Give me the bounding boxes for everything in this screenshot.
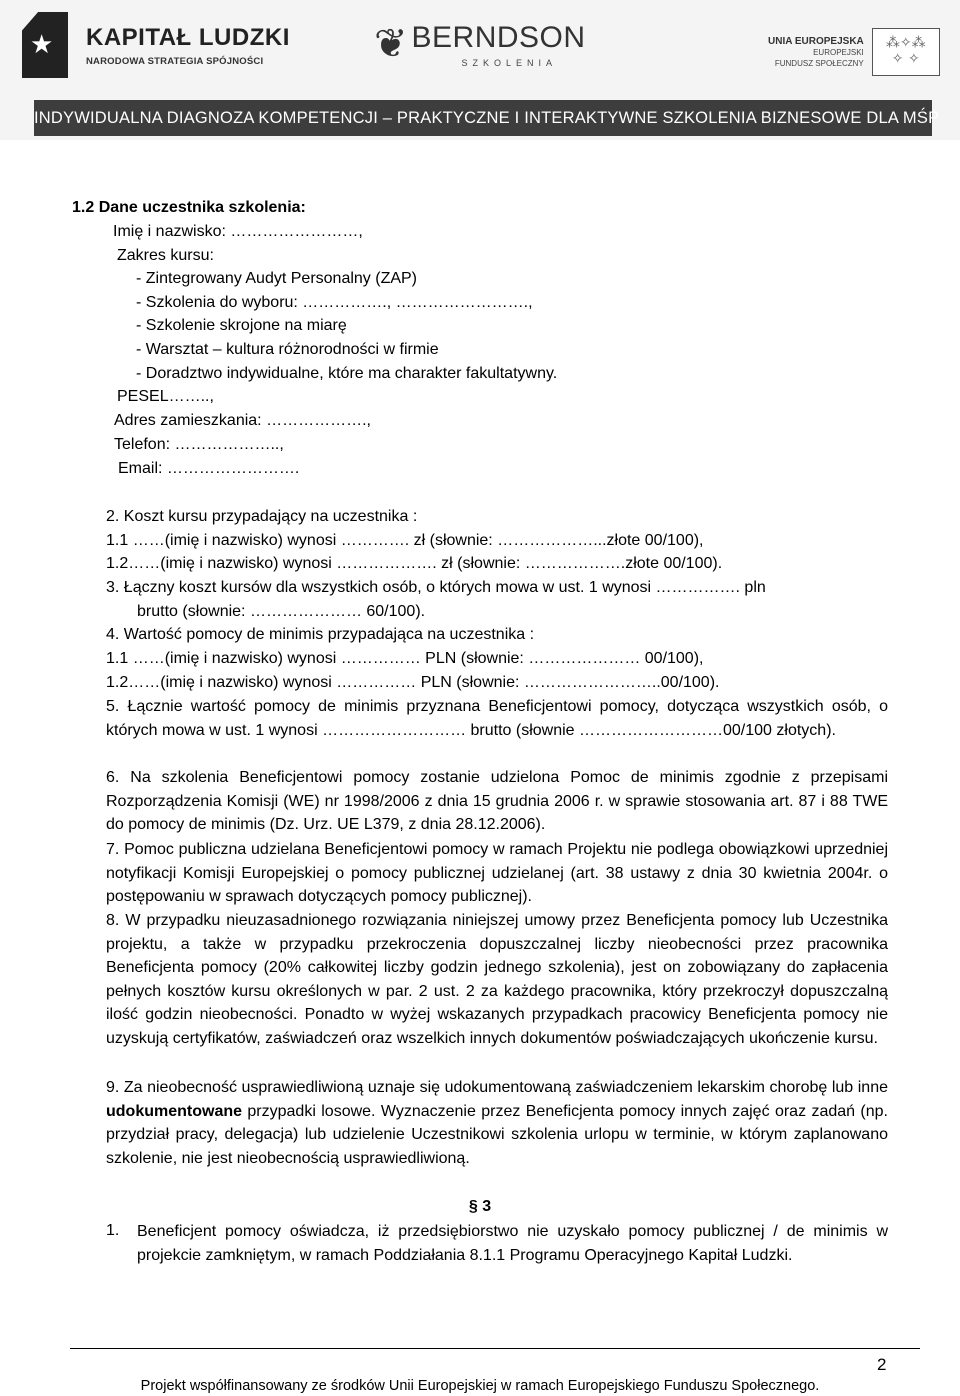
cost-line: 1.1 ……(imię i nazwisko) wynosi …………. zł (słownie: ………………...złote 00/100), xyxy=(106,532,704,549)
section-3-item: Beneficjent pomocy oświadcza, iż przedsiębiorstwo nie uzyskało pomocy publicznej / de minimis w projekcie zamkniętym, w ramach Poddziałania 8.1.1 Programu Operacyjnego Kapitał Ludzki. xyxy=(137,1223,888,1264)
eu-logo-line1: UNIA EUROPEJSKA xyxy=(768,35,864,47)
de-minimis-line: 1.2……(imię i nazwisko) wynosi …………… PLN (słownie: ……………………..00/100). xyxy=(106,674,720,691)
page-header xyxy=(0,0,960,140)
kl-logo-subtitle: NARODOWA STRATEGIA SPÓJNOŚCI xyxy=(86,55,264,67)
footer-text: Projekt współfinansowany ze środków Unii Europejskiej w ramach Europejskiego Funduszu Społecznego. xyxy=(140,1378,820,1394)
total-cost-line: brutto (słownie: ………………… 60/100). xyxy=(137,603,426,620)
paragraph-6: 6. Na szkolenia Beneficjentowi pomocy zostanie udzielona Pomoc de minimis zgodnie z przepisami Rozporządzenia Komisji (WE) nr 1998/2006 z dnia 15 grudnia 2006 r. w sprawie stosowania art. 87 i 88 TWE do pomocy de minimis (Dz. Urz. UE L379, z dnia 28.12.2006). xyxy=(106,769,888,834)
course-scope-label: Zakres kursu: xyxy=(117,247,214,264)
total-cost-line: 3. Łączny koszt kursów dla wszystkich osób, o których mowa w ust. 1 wynosi ……………. pln xyxy=(106,579,766,596)
eu-flag-icon: ⁂✧⁂ ✧ ✧ xyxy=(872,28,940,76)
paragraph-8: 8. W przypadku nieuzasadnionego rozwiązania niniejszej umowy przez Beneficjenta pomocy lub Uczestnika projektu, a także w przypadku przekroczenia dopuszczalnej liczby nieobecności przez pracownika Beneficjenta pomocy (20% całkowitej liczby godzin jednego szkolenia), jest on zobowiązany do zapłacenia pełnych kosztów kursu określonych w par. 2 ust. 2 za każdego pracownika, który przekroczył dopuszczalną ilość godzin nieobecności. Ponadto w wyżej wskazanych przypadkach pracowicy Beneficjenta pomocy nie uzyskują certyfikatów, zaświadczeń oraz wszelkich innych dokumentów poświadczających ukończenie kursu. xyxy=(106,912,888,1047)
paragraph-5: 5. Łącznie wartość pomocy de minimis przyznana Beneficjentowi pomocy, dotycząca wszystkich osób, o których mowa w ust. 1 wynosi ……………………… brutto (słownie ………………………00/100 złotych). xyxy=(106,698,888,739)
berndson-subtitle: SZKOLENIA xyxy=(461,58,558,68)
section-3-heading: § 3 xyxy=(468,1198,492,1215)
section-heading: 1.2 Dane uczestnika szkolenia: xyxy=(72,199,306,216)
berndson-logo xyxy=(374,22,586,68)
berndson-title: BERNDSON xyxy=(411,21,586,54)
footer-divider xyxy=(70,1348,920,1349)
eu-logo xyxy=(768,28,940,76)
eu-logo-line3: FUNDUSZ SPOŁECZNY xyxy=(774,58,864,68)
pesel-field: PESEL…….., xyxy=(117,388,214,405)
course-scope-item: - Zintegrowany Audyt Personalny (ZAP) xyxy=(136,270,418,287)
de-minimis-heading: 4. Wartość pomocy de minimis przypadająca na uczestnika : xyxy=(106,626,535,643)
eu-logo-line2: EUROPEJSKI xyxy=(813,47,864,57)
paragraph-7: 7. Pomoc publiczna udzielana Beneficjentowi pomocy w ramach Projektu nie podlega obowiązkowi uprzedniej notyfikacji Komisji Europejskiej o pomocy publicznej udzielanej (art. 38 ustawy z dnia 30 kwietnia 2004r. o postępowaniu w sprawach dotyczących pomocy publicznej). xyxy=(106,841,888,906)
de-minimis-line: 1.1 ……(imię i nazwisko) wynosi …………… PLN (słownie: ………………… 00/100), xyxy=(106,650,704,667)
kl-logo-title: KAPITAŁ LUDZKI xyxy=(86,23,290,51)
kapital-ludzki-logo xyxy=(22,12,290,78)
participant-name-field: Imię i nazwisko: ……………………, xyxy=(113,223,363,240)
phone-field: Telefon: ……………….., xyxy=(114,436,284,453)
cost-heading: 2. Koszt kursu przypadający na uczestnika : xyxy=(106,508,418,525)
course-scope-item: - Szkolenie skrojone na miarę xyxy=(136,317,347,334)
course-scope-item: - Szkolenia do wyboru: ……………., ……………………., xyxy=(136,294,533,311)
project-banner: INDYWIDUALNA DIAGNOZA KOMPETENCJI – PRAKTYCZNE I INTERAKTYWNE SZKOLENIA BIZNESOWE DLA MŚP xyxy=(34,100,932,136)
section-3-item-number: 1. xyxy=(106,1222,120,1239)
course-scope-item: - Warsztat – kultura różnorodności w firmie xyxy=(136,341,439,358)
page-number: 2 xyxy=(877,1355,887,1374)
cost-line: 1.2……(imię i nazwisko) wynosi ………………. zł (słownie: ……………….złote 00/100). xyxy=(106,555,723,572)
paragraph-9: 9. Za nieobecność usprawiedliwioną uznaje się udokumentowaną zaświadczeniem lekarskim chorobę lub inne udokumentowane przypadki losowe. Wyznaczenie przez Beneficjenta pomocy innych zajęć oraz zadań (np. przydział pracy, delegacja) lub udzielenie Uczestnikowi szkolenia urlopu w terminie, w którym zaplanowano szkolenie, nie jest nieobecnością usprawiedliwioną. xyxy=(106,1079,888,1167)
kapital-ludzki-emblem-icon xyxy=(22,12,68,78)
course-scope-item: - Doradztwo indywidualne, które ma charakter fakultatywny. xyxy=(136,365,558,382)
leaf-icon: ❦ xyxy=(374,21,408,67)
address-field: Adres zamieszkania: ………………., xyxy=(114,412,371,429)
emphasized-word: udokumentowane xyxy=(106,1102,243,1120)
email-field: Email: ……………………. xyxy=(118,460,300,477)
